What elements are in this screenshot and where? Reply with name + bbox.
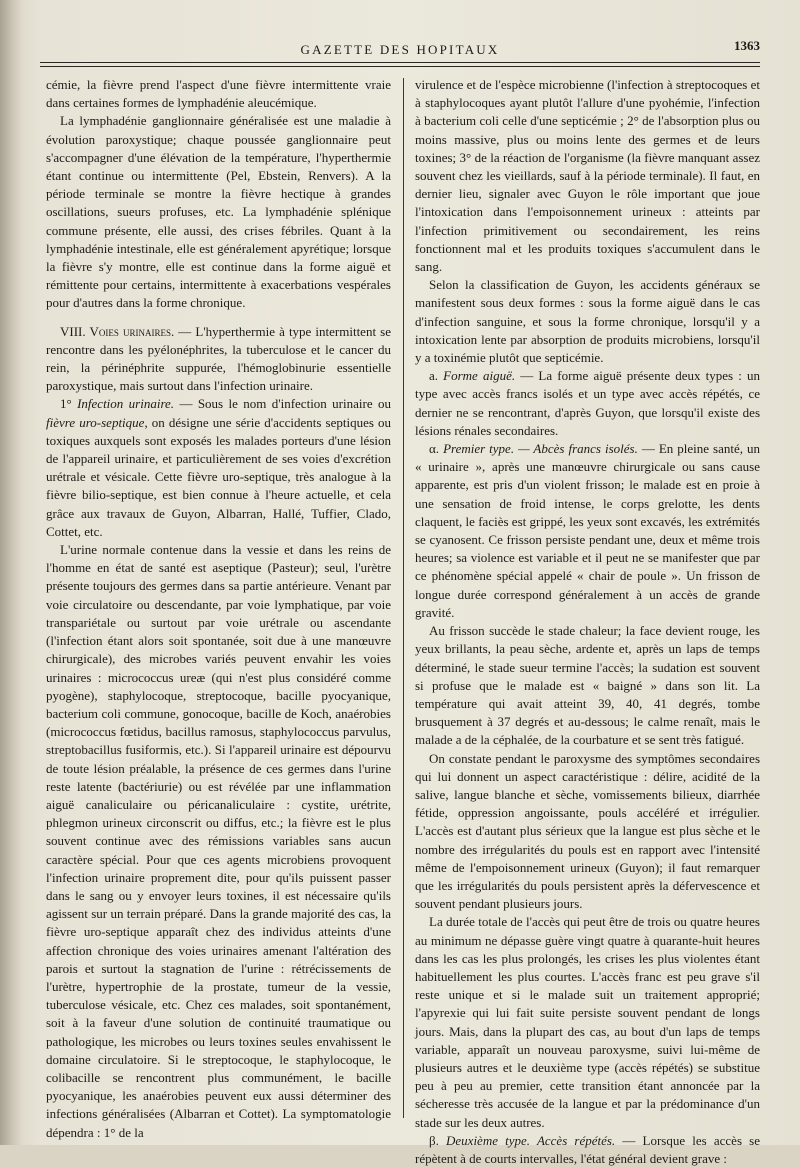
text-columns: [46, 76, 761, 1166]
subsection-title: Forme aiguë.: [443, 368, 516, 384]
section-text: — L'hyperthermie à type intermittent se rencontre dans les pyélonéphrites, la tuberculose et le cancer du rein, la périnéphrite suppurée, l'hémoglobinurie essentielle paroxystique, mais surtout dans l'infection urinaire.: [46, 323, 391, 394]
paragraph: L'urine normale contenue dans la vessie et dans les reins de l'homme en état de santé est aseptique (Pasteur); seul, l'urètre présente toujours des germes dans sa partie antérieure. Venant par voie circulatoire ou descendante, par voie lymphatique, par voie transpariétale ou surtout par voie urétrale ou ascendante (l'infection étant alors soit spontanée, soit due à une manœuvre chirurgicale), des microbes variés peuvent envahir les voies urinaires : micrococcus ureæ (qui n'est plus considéré comme pyogène), staphylocoque, streptocoque, bacille pyocyanique, bacterium coli commune, gonocoque, bacille de Koch, anaérobies (micrococcus fœtidus, bacillus ramosus, staphylococcus parvulus, streptobacillus fusiformis, etc.). Si l'appareil urinaire est dépourvu de toute lésion préalable, la présence de ces germes dans l'urine reste latente (bactériurie) ou est révélée par une inflammation aiguë canaliculaire ou péricanaliculaire : cystite, urétrite, phlegmon urineux circonscrit ou diffus, etc.; la fièvre est le plus souvent continue avec des rémissions variables sans aucun caractère spécial. Pour que ces agents microbiens provoquent l'infection urinaire proprement dite, pour qu'ils puissent passer dans le sang ou y envoyer leurs toxines, il est nécessaire qu'ils agissent sur un terrain préparé. Dans la grande majorité des cas, la fièvre uro-septique apparaît chez des individus atteints d'une affection chronique des voies urinaires amenant l'altération des parois et surtout la stagnation de l'urine : rétrécissements de l'urètre, hypertrophie de la prostate, tumeur de la vessie, tuberculose vésicale, etc. Chez ces malades, soit spontanément, soit à la faveur d'une solution de continuité traumatique ou pathologique, les microbes ou leurs toxines seules envahissent le domaine circulatoire. Si le streptocoque, le staphylocoque, le colibacille se rencontrent plus communément, le bacille pyocyanique, les anaérobies peuvent eux aussi déterminer des infections généralisées (Albarran et Cottet). La symptomatologie dépendra : 1° de la: [46, 542, 391, 1140]
subsection-title: Deuxième type. Accès répétés.: [446, 1132, 616, 1148]
subsection-1: [46, 395, 391, 541]
subsection-label: β.: [429, 1132, 447, 1148]
paragraph: La durée totale de l'accès qui peut être de trois ou quatre heures au minimum ne dépasse guère vingt quatre à quarante-huit heures dans les cas les plus prolongés, les crises les plus violentes étant habituellement les plus courtes. L'accès franc est peu grave s'il reste unique et si le malade suit un traitement approprié; l'apyrexie qui lui fait suite persiste souvent pendant de longs jours. Mais, dans la plupart des cas, au bout d'un laps de temps variable, apparaît un nouveau paroxysme, suivi lui-même de plusieurs autres et le deuxième type (accès répétés) se substitue peu à peu au premier, cette transition étant annoncée par la sécheresse très accusée de la langue et par la prédominance d'un stade sur les deux autres.: [415, 914, 760, 1130]
subsection-alt-name: fièvre uro-septique: [46, 414, 145, 430]
header-rule-double: [40, 66, 760, 67]
subsection-text: — La forme aiguë présente deux types : un type avec accès francs isolés et un type avec accès répétés, ce dernier ne se rencontrant, d'après Guyon, que lorsqu'il existe des lésions rénales secondaires.: [415, 368, 760, 438]
paragraph: Selon la classification de Guyon, les accidents généraux se manifestent sous deux formes : sous la forme aiguë dans le cas d'infection sanguine, et sous la forme chronique, lorsqu'il y a intoxication lente par absorption de produits microbiens, lorsqu'il y a toxinémie plutôt que septicémie.: [415, 277, 760, 366]
subsection-text: — Sous le nom d'infection urinaire ou: [174, 396, 391, 412]
section-heading: VIII. Voies urinaires.: [60, 323, 175, 339]
column-divider: [403, 78, 404, 1118]
paragraph: La lymphadénie ganglionnaire généralisée est une maladie à évolution paroxystique; chaque poussée ganglionnaire peut s'accompagner d'une élévation de la température, l'hyperthermie étant continue ou intermittente (Pel, Ebstein, Renvers). A la période terminale se montre la fièvre hectique à grandes oscillations, sueurs profuses, etc. La lymphadénie splénique commune présente, elle aussi, des crises fébriles. Quant à la lymphadénie intestinale, elle est généralement apyrétique; lorsque la fièvre s'y montre, elle est continue dans la forme aiguë et rémittente pour certains, intermittente à exacerbations vespérales pour d'autres dans la forme chronique.: [46, 113, 391, 311]
subsection-title: Infection urinaire.: [77, 396, 175, 412]
subsection-alpha: [415, 440, 760, 622]
paragraph: Au frisson succède le stade chaleur; la face devient rouge, les yeux brillants, la peau sèche, ardente et, après un laps de temps déterminé, le stade sueur termine l'accès; la sudation est souvent si profuse que le malade est « baigné » dans son lit. La température qui avait atteint 39, 40, 41 degrés, tombe brusquement à 37 degrés et au-dessous; le calme renaît, mais le malade a de la céphalée, de la courbature et se sent très fatigué.: [415, 623, 760, 748]
subsection-label: a.: [429, 368, 444, 384]
paragraph: cémie, la fièvre prend l'aspect d'une fièvre intermittente vraie dans certaines formes de lymphadénie aleucémique.: [46, 77, 391, 111]
paragraph: virulence et de l'espèce microbienne (l'infection à streptocoques et à staphylocoques ayant plutôt l'allure d'une pyohémie, l'infection à bacterium coli celle d'une septicémie ; 2° de l'absorption plus ou moins massive, plus ou moins lente des germes et de leurs toxines; 3° de la réaction de l'organisme (la fièvre manquant assez souvent chez les vieillards, sauf à la période terminale). Il faut, en dernier lieu, signaler avec Guyon le rôle important que joue l'intoxication dans l'empoisonnement urineux : atteints par l'infection primitivement ou secondairement, les reins fonctionnent mal et les produits toxiques s'accumulent dans le sang.: [415, 77, 760, 275]
subsection-text: — En pleine santé, un « urinaire », après une manœuvre chirurgicale ou sans cause apparente, est pris d'un violent frisson; le malade est en proie à une sensation de froid intense, le corps grelotte, les dents claquent, le faciès est grippé, les yeux sont excavés, les extrémités se cyanosent. Ce frisson persiste pendant une, deux et même trois heures; sa violence est variable et il peut ne se manifester que par ce phénomène spécial appelé « chair de poule ». Un frisson de longue durée correspond généralement à un accès de grande gravité.: [415, 441, 761, 620]
subsection-title: Premier type. — Abcès francs isolés.: [443, 441, 638, 457]
paragraph: On constate pendant le paroxysme des symptômes secondaires qui lui donnent un aspect caractéristique : délire, acidité de la salive, langue blanche et sèche, vomissements bilieux, diarrhée fétide, oppression angoissante, pouls accéléré et irrégulier. L'accès est d'autant plus sérieux que la langue est plus sèche et le nombre des irrégularités du pouls est en rapport avec l'intensité même de l'empoisonnement urineux (Guyon); il faut remarquer que les irrégularités du pouls persistent après la défervescence et souvent pendant plusieurs jours.: [415, 750, 760, 912]
subsection-text: — Lorsque les accès se répètent à de courts intervalles, l'état général devient grave :: [415, 1132, 760, 1166]
right-column: [415, 76, 761, 1166]
subsection-number: 1°: [60, 396, 78, 412]
section-viii: [46, 323, 391, 396]
subsection-a: [415, 367, 760, 440]
binding-shadow: [0, 0, 22, 1145]
page-header: [40, 30, 760, 70]
page-number: 1363: [734, 38, 760, 53]
subsection-label: α.: [429, 441, 444, 457]
running-title: GAZETTE DES HOPITAUX: [300, 42, 500, 57]
left-column: [46, 76, 392, 1140]
header-rule: [40, 62, 760, 63]
subsection-beta: [415, 1132, 760, 1168]
subsection-text: , on désigne une série d'accidents septiques ou toxiques auxquels sont exposés les malades porteurs d'une lésion de l'appareil urinaire, et particulièrement de ses voies d'excrétion urétrale et vésicale. Cette fièvre uro-septique, très analogue à la fièvre bilio-septique, est bien connue à l'heure actuelle, et cela grâce aux travaux de Guyon, Albarran, Hallé, Tuffier, Clado, Cottet, etc.: [46, 414, 392, 539]
